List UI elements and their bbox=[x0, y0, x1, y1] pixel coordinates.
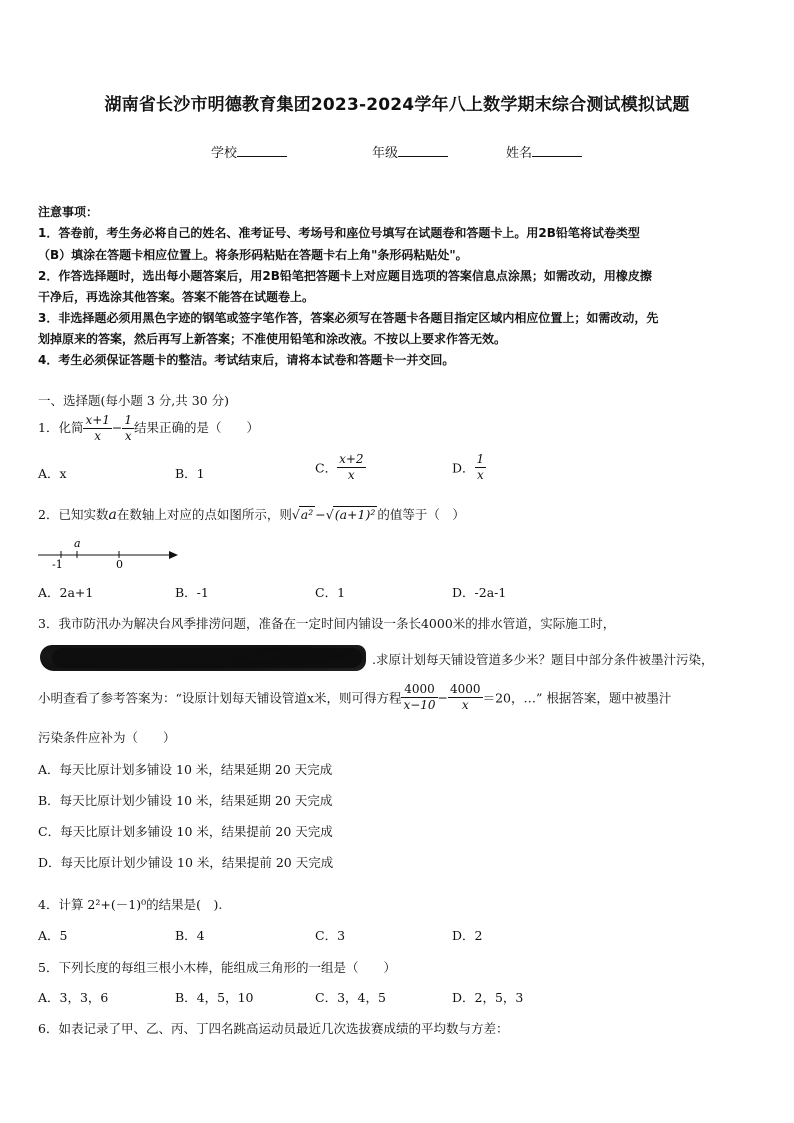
q3-option-a: A．每天比原计划多铺设 10 米，结果延期 20 天完成 bbox=[38, 762, 333, 777]
q5-option-a: A．3，3，6 bbox=[38, 990, 109, 1005]
q1-option-c-fraction: $\frac{x+2}{x}$ bbox=[339, 452, 364, 482]
grade-label: 年级 bbox=[372, 146, 399, 161]
sqrt-sign-icon: √ bbox=[291, 507, 300, 522]
q1-option-d: D． $\frac{1}{x}$ bbox=[452, 452, 485, 482]
q1-minus: − bbox=[111, 420, 123, 435]
q4-option-b: B．4 bbox=[175, 928, 205, 943]
ink-stain-core bbox=[52, 648, 362, 668]
name-field bbox=[506, 142, 582, 161]
q2-option-a: A．2a+1 bbox=[38, 585, 94, 600]
question-6: 6．如表记录了甲、乙、丙、丁四名跳高运动员最近几次选拔赛成绩的平均数与方差： bbox=[38, 1021, 509, 1036]
q3-option-b: B．每天比原计划少铺设 10 米，结果延期 20 天完成 bbox=[38, 793, 333, 808]
name-label: 姓名 bbox=[506, 146, 533, 161]
q5-option-b: B．4，5，10 bbox=[175, 990, 254, 1005]
name-blank bbox=[532, 144, 582, 157]
notice-heading: 注意事项： bbox=[38, 205, 99, 219]
question-5: 5．下列长度的每组三根小木棒，能组成三角形的一组是（ ） bbox=[38, 960, 396, 975]
q1-prefix: 1．化简 bbox=[38, 420, 84, 435]
q1-fraction-1: $\frac{x+1}{x}$ bbox=[85, 413, 110, 443]
q5-option-c: C．3，4，5 bbox=[315, 990, 386, 1005]
school-blank bbox=[237, 144, 287, 157]
q3-line-2: .求原计划每天铺设管道多少米？题目中部分条件被墨汁污染， bbox=[372, 652, 714, 667]
page-title: 湖南省长沙市明德教育集团2023-2024学年八上数学期末综合测试模拟试题 bbox=[104, 95, 690, 115]
question-2: 2．已知实数a在数轴上对应的点如图所示，则√a² −√(a+1)² 的值等于（ ） bbox=[38, 507, 465, 523]
q3-equation-fraction-1: $\frac{4000}{x-10}$ bbox=[403, 682, 436, 712]
q4-option-d: D．2 bbox=[452, 928, 483, 943]
notice-line: 2．作答选择题时，选出每小题答案后，用2B铅笔把答题卡上对应题目选项的答案信息点涂黑；如需改动，用橡皮擦 bbox=[38, 269, 652, 283]
notice-line: 1．答卷前，考生务必将自己的姓名、准考证号、考场号和座位号填写在试题卷和答题卡上。用2B铅笔将试卷类型 bbox=[38, 226, 640, 240]
notice-line: 3．非选择题必须用黑色字迹的钢笔或签字笔作答，答案必须写在答题卡各题目指定区域内相应位置上；如需改动，先 bbox=[38, 311, 659, 325]
school-field bbox=[211, 142, 287, 161]
q2-option-c: C．1 bbox=[315, 585, 346, 600]
school-label: 学校 bbox=[211, 146, 238, 161]
number-line bbox=[38, 536, 183, 570]
q1-option-b: B．1 bbox=[175, 466, 205, 481]
q2-sqrt-2: (a+1)² bbox=[334, 507, 376, 522]
notice-line: 干净后，再选涂其他答案。答案不能答在试题卷上。 bbox=[38, 290, 315, 304]
notice-line: 4．考生必须保证答题卡的整洁。考试结束后，请将本试卷和答题卡一并交回。 bbox=[38, 353, 455, 367]
q3-option-c: C．每天比原计划多铺设 10 米，结果提前 20 天完成 bbox=[38, 824, 333, 839]
section-heading: 一、选择题(每小题 3 分,共 30 分) bbox=[38, 393, 229, 408]
label-minus-one: -1 bbox=[52, 558, 63, 570]
q3-line-4: 污染条件应补为（ ） bbox=[38, 730, 176, 745]
q1-option-a: A．x bbox=[38, 466, 67, 481]
label-a: a bbox=[74, 537, 81, 550]
q4-option-c: C．3 bbox=[315, 928, 346, 943]
sqrt-sign-icon: √ bbox=[325, 507, 334, 522]
q1-fraction-2: $\frac{1}{x}$ bbox=[124, 413, 133, 443]
q4-option-a: A．5 bbox=[38, 928, 68, 943]
q5-option-d: D．2，5，3 bbox=[452, 990, 524, 1005]
q2-option-d: D．-2a-1 bbox=[452, 585, 507, 600]
notice-line: （B）填涂在答题卡相应位置上。将条形码粘贴在答题卡右上角"条形码粘贴处"。 bbox=[38, 248, 468, 262]
q2-sqrt-1: a² bbox=[300, 507, 314, 522]
arrow-right-icon bbox=[169, 551, 178, 559]
q2-variable: a bbox=[108, 507, 117, 523]
q1-suffix: 结果正确的是（ ） bbox=[134, 420, 260, 435]
grade-blank bbox=[398, 144, 448, 157]
q3-equation-fraction-2: $\frac{4000}{x}$ bbox=[450, 682, 481, 712]
notice-line: 划掉原来的答案，然后再写上新答案；不准使用铅笔和涂改液。不按以上要求作答无效。 bbox=[38, 332, 507, 346]
q3-option-d: D．每天比原计划少铺设 10 米，结果提前 20 天完成 bbox=[38, 855, 334, 870]
question-4: 4．计算 2²+(－1)⁰的结果是( ). bbox=[38, 897, 223, 912]
q1-option-c: C． $\frac{x+2}{x}$ bbox=[315, 452, 364, 482]
grade-field bbox=[372, 142, 448, 161]
label-zero: 0 bbox=[116, 558, 123, 570]
q1-option-d-fraction: $\frac{1}{x}$ bbox=[476, 452, 485, 482]
q3-line-1: 3．我市防汛办为解决台风季排涝问题，准备在一定时间内铺设一条长4000米的排水管道，实际施工时， bbox=[38, 616, 616, 631]
question-1 bbox=[38, 413, 259, 444]
q2-option-b: B．-1 bbox=[175, 585, 209, 600]
q3-line-3: 小明查看了参考答案为：“设原计划每天铺设管道x米，则可得方程 $\frac{4000}{x-10}$ − $\frac{4000}{x}$ ＝20，…” 根据答案，题中被墨汁 bbox=[38, 682, 672, 712]
